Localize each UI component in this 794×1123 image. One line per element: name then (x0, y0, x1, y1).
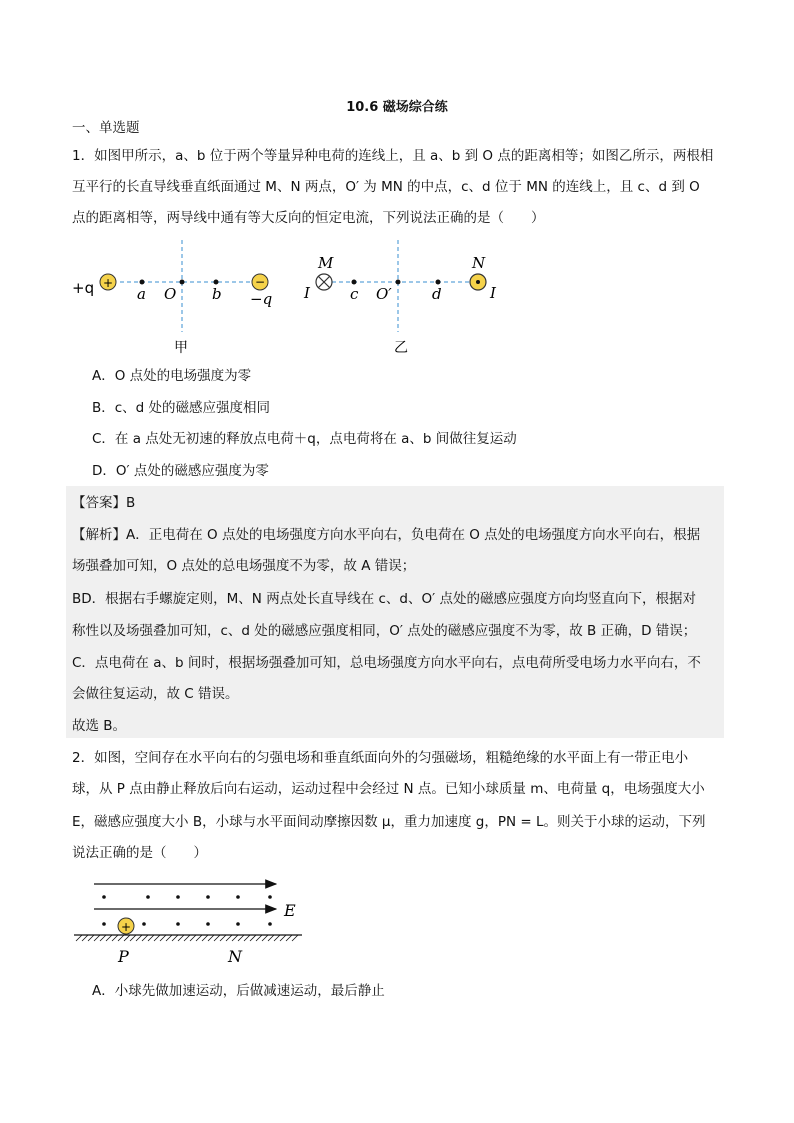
caption-jia: 甲 (174, 340, 188, 356)
label-o: O (164, 285, 177, 303)
q1-option-b[interactable]: B．c、d 处的磁感应强度相同 (92, 400, 271, 416)
q1-analysis-line-3: BD．根据右手螺旋定则，M、N 两点处长直导线在 c、d、O′ 点处的磁感应强度方向均竖直向下，根据对 (72, 591, 696, 607)
q1-analysis-line-4: 称性以及场强叠加可知，c、d 处的磁感应强度相同，O′ 点处的磁感应强度不为零，故 B 正确，D 错误； (72, 623, 697, 639)
caption-yi: 乙 (394, 340, 408, 356)
negative-sign: − (254, 275, 266, 289)
figure-jia (72, 240, 272, 356)
q2-option-a[interactable]: A．小球先做加速运动，后做减速运动，最后静止 (92, 983, 385, 999)
q2-line-4: 说法正确的是（ ） (72, 845, 207, 861)
q2-figure (70, 870, 320, 970)
label-d: d (432, 285, 442, 303)
ground-hatching (76, 935, 298, 941)
q1-answer: 【答案】B (72, 495, 136, 511)
q1-analysis-line-5: C．点电荷在 a、b 间时，根据场强叠加可知，总电场强度方向水平向右，点电荷所受电场力水平向右，不 (72, 655, 701, 671)
figure-yi (303, 240, 497, 356)
q1-analysis-line-7: 故选 B。 (72, 718, 127, 734)
label-m: M (318, 254, 334, 272)
point-d (436, 280, 441, 285)
section-heading: 一、单选题 (72, 120, 140, 136)
q2-line-1: 2．如图，空间存在水平向右的匀强电场和垂直纸面向外的匀强磁场，粗糙绝缘的水平面上有一带正电小 (72, 750, 689, 766)
q1-analysis-line-6: 会做往复运动，故 C 错误。 (72, 686, 239, 702)
q1-analysis-line-2: 场强叠加可知，O 点处的总电场强度不为零，故 A 错误； (72, 558, 416, 574)
point-o (180, 280, 185, 285)
q1-option-d[interactable]: D．O′ 点处的磁感应强度为零 (92, 463, 269, 479)
label-i-left: I (304, 284, 310, 302)
label-n: N (228, 947, 242, 966)
point-b (214, 280, 219, 285)
q1-option-a[interactable]: A．O 点处的电场强度为零 (92, 368, 252, 384)
point-o-prime (396, 280, 401, 285)
q1-option-c[interactable]: C．在 a 点处无初速的释放点电荷＋q，点电荷将在 a、b 间做往复运动 (92, 431, 517, 447)
q1-analysis-line-1: 【解析】A．正电荷在 O 点处的电场强度方向水平向右，负电荷在 O 点处的电场强度方向水平向右，根据 (72, 527, 701, 543)
plus-q-label: +q (72, 279, 95, 297)
label-e: E (284, 901, 296, 920)
point-a (140, 280, 145, 285)
q2-line-2: 球，从 P 点由静止释放后向右运动，运动过程中会经过 N 点。已知小球质量 m、电荷量 q，电场强度大小 (72, 781, 705, 797)
q1-line-3: 点的距离相等，两导线中通有等大反向的恒定电流，下列说法正确的是（ ） (72, 210, 545, 226)
q1-line-2: 互平行的长直导线垂直纸面通过 M、N 两点，O′ 为 MN 的中点，c、d 位于 MN 的连线上，且 c、d 到 O (72, 179, 700, 195)
label-c: c (350, 285, 359, 303)
label-o-prime: O′ (376, 285, 392, 303)
q1-line-1: 1．如图甲所示，a、b 位于两个等量异种电荷的连线上，且 a、b 到 O 点的距离相等；如图乙所示，两根相 (72, 148, 714, 164)
label-a: a (137, 285, 146, 303)
page-title: 10.6 磁场综合练 (346, 100, 448, 115)
point-c (352, 280, 357, 285)
q1-figures (66, 236, 506, 358)
positive-sign: + (102, 276, 114, 290)
q2-line-3: E，磁感应强度大小 B，小球与水平面间动摩擦因数 μ，重力加速度 g，PN = L。则关于小球的运动，下列 (72, 814, 706, 830)
ball-sign: + (120, 920, 132, 934)
label-b: b (212, 285, 222, 303)
label-n: N (472, 254, 486, 272)
minus-q-label: −q (250, 290, 273, 308)
label-i-right: I (490, 284, 496, 302)
label-p: P (118, 947, 129, 966)
